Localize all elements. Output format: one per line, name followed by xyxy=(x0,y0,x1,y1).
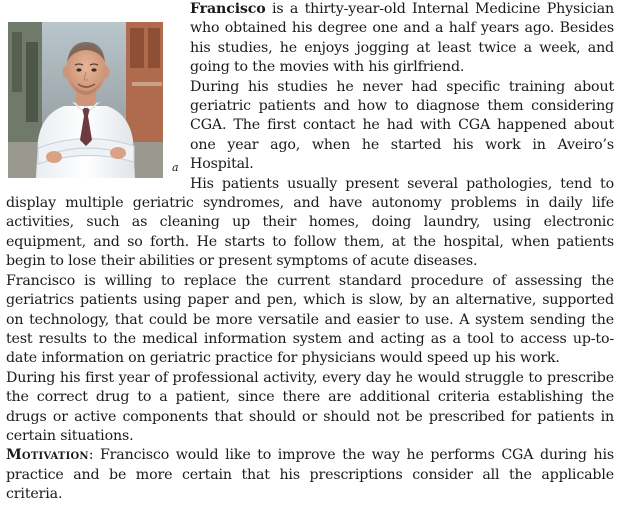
persona-document xyxy=(6,0,614,503)
training-paragraph: During his studies he never had specific training about geriatric patients and how to diagnose them considering CGA. The first contact he had with CGA happened about one year ago, when he started his work in Aveiro’s Hospital. xyxy=(190,78,614,173)
motivation-paragraph xyxy=(6,446,614,504)
persona-photo xyxy=(8,22,163,178)
motivation-label: Motivation xyxy=(6,447,89,464)
persona-name: Francisco xyxy=(190,1,266,17)
figure-label: a xyxy=(172,161,179,174)
prescription-struggle-paragraph: During his first year of professional activity, every day he would struggle to prescribe the correct drug to a patient, since there are additional criteria establishing the drugs or active components that should or should not be prescribed for patients in certain situations. xyxy=(6,369,614,444)
persona-figure xyxy=(6,2,182,180)
patients-paragraph: His patients usually present several pathologies, tend to display multiple geriatric syndromes, and have autonomy problems in daily life activities, such as cleaning up their homes, doing laundry, using electronic equipment, and so forth. He starts to follow them, at the hospital, when patients begin to lose their abilities or present symptoms of acute diseases. xyxy=(6,175,614,270)
persona-intro-text: is a thirty-year-old Internal Medicine Physician who obtained his degree one and a half years ago. Besides his studies, he enjoys jogging at least twice a week, and going to the movies with his girlfriend. xyxy=(190,1,614,76)
replace-procedure-paragraph: Francisco is willing to replace the current standard procedure of assessing the geriatrics patients using paper and pen, which is slow, by an alternative, supported on technology, that could be more versatile and easier to use. A system sending the test results to the medical information system and acting as a tool to access up-to-date information on geriatric practice for physicians would speed up his work. xyxy=(6,272,614,367)
motivation-text: : Francisco would like to improve the way he performs CGA during his practice and be more certain that his prescriptions consider all the applicable criteria. xyxy=(6,447,614,503)
